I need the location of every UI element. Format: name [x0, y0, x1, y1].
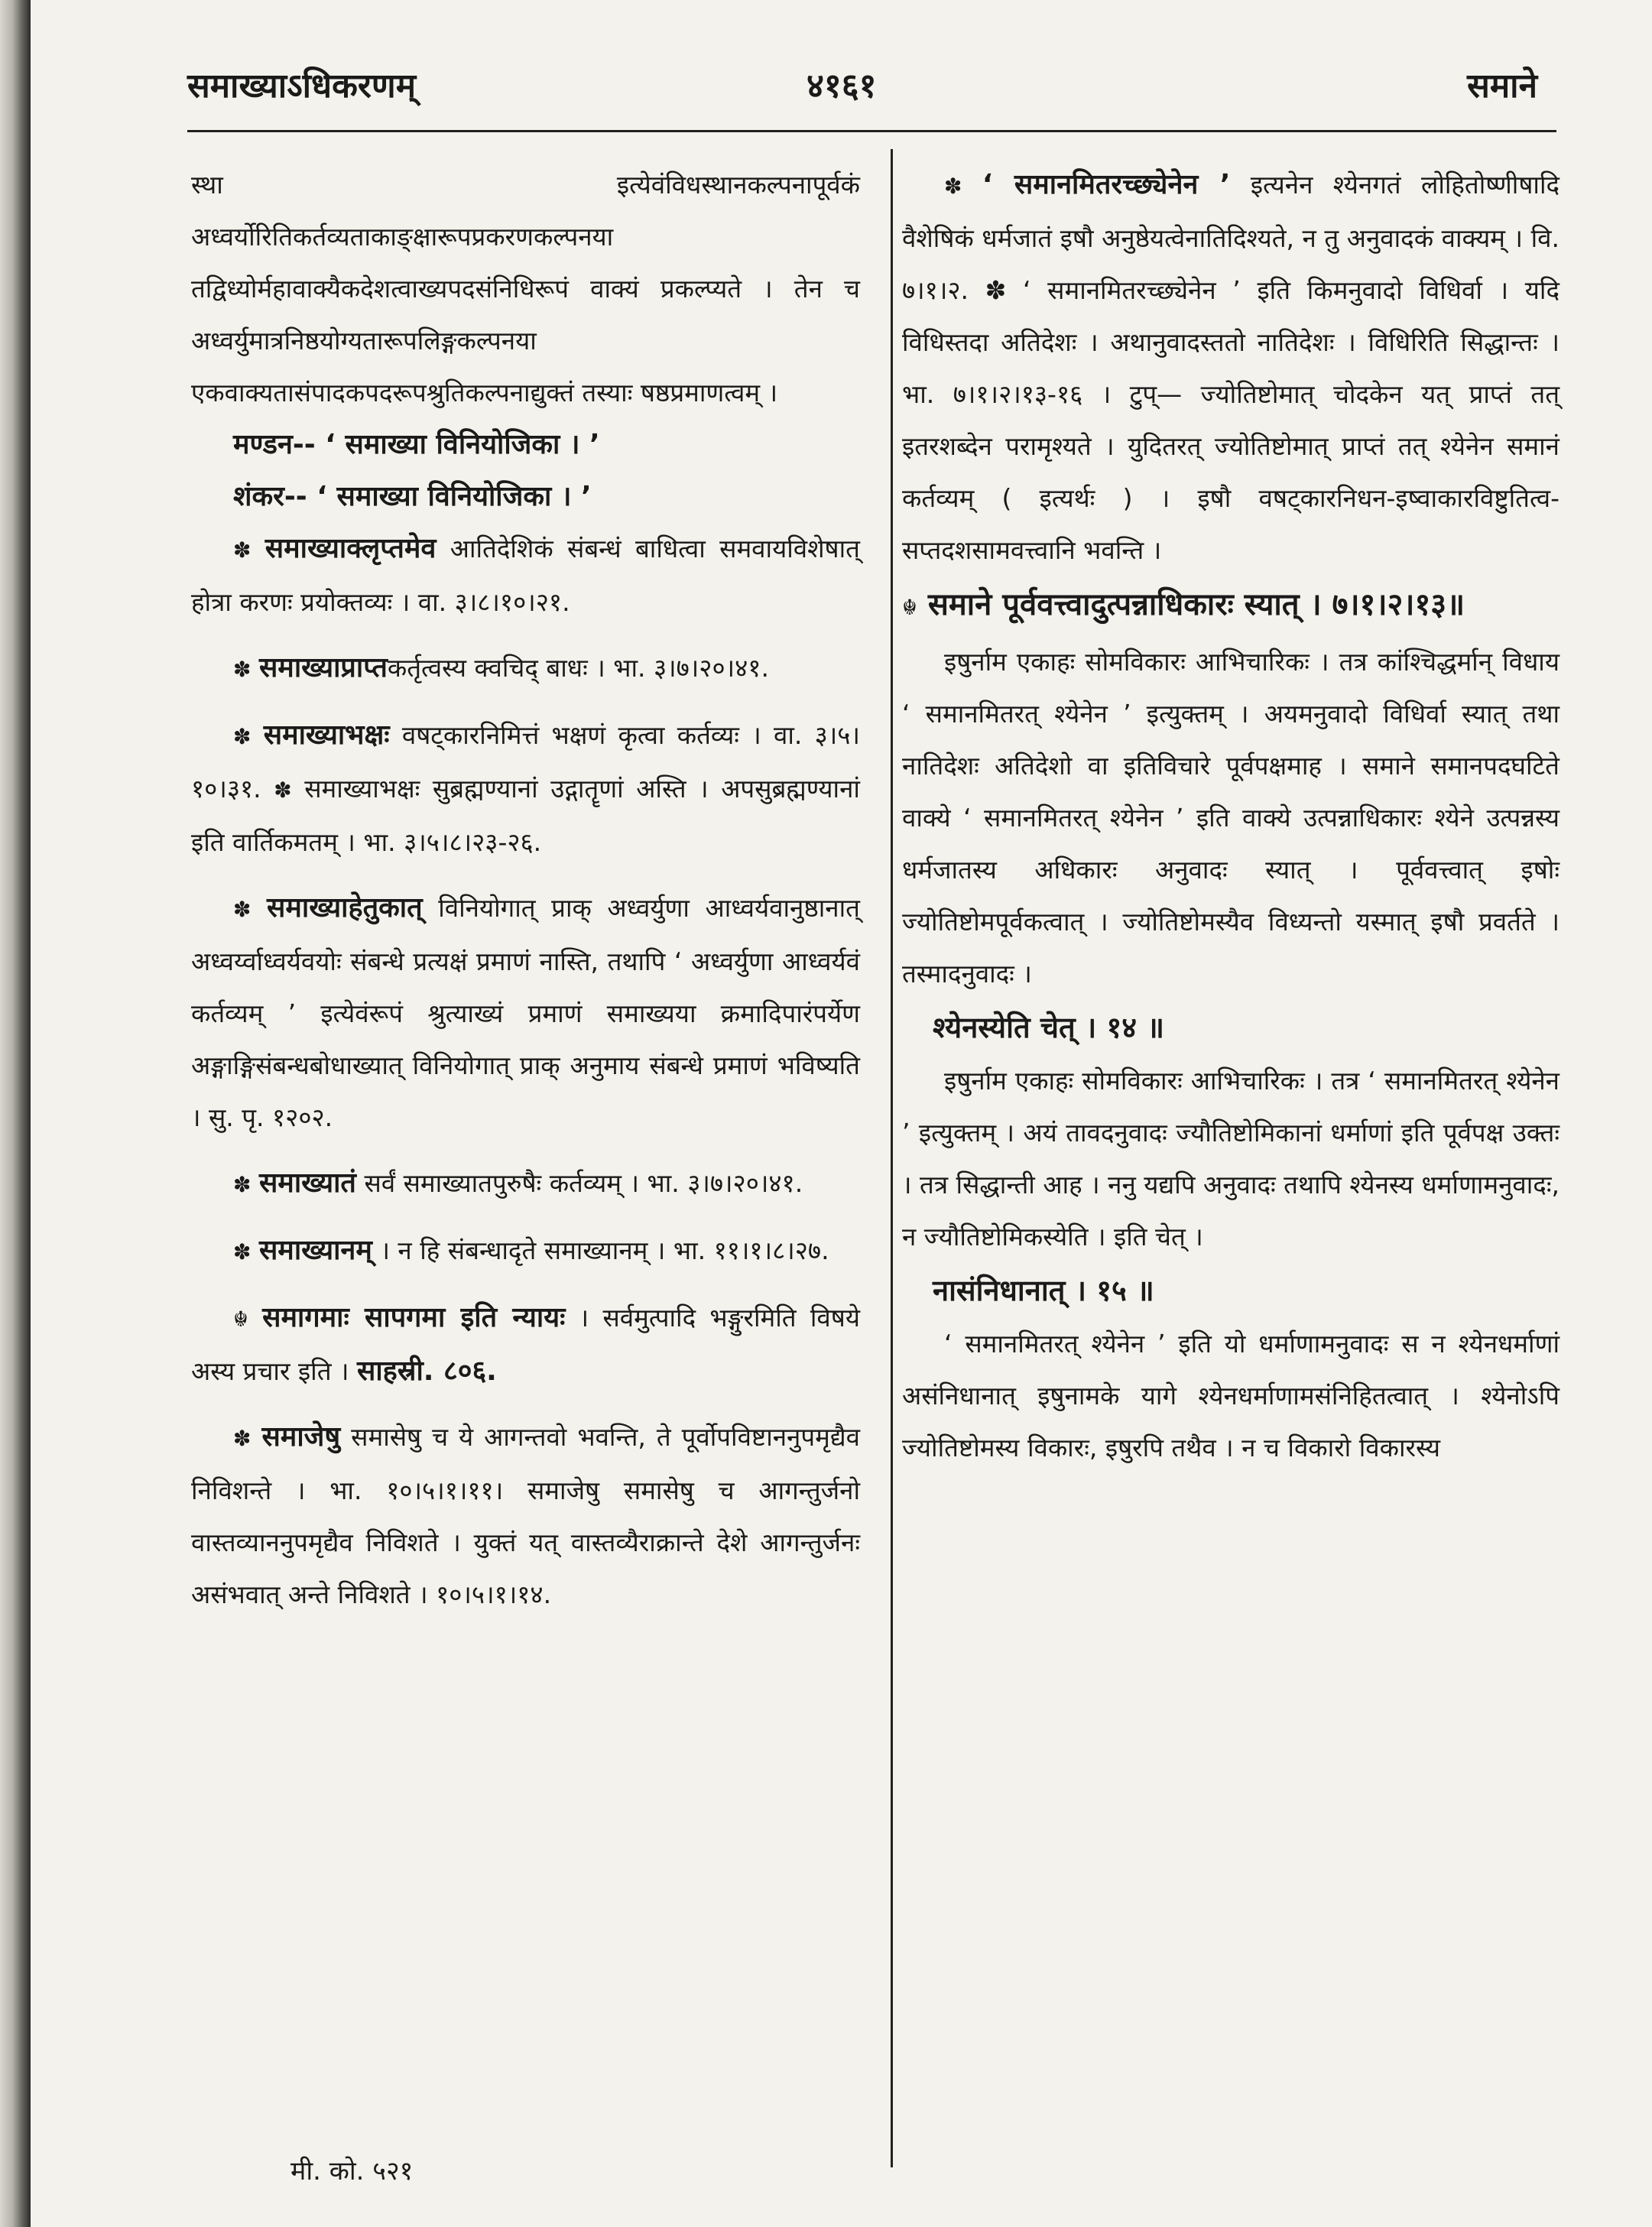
- entry-headword-plain: समाख्याभक्षः: [304, 774, 420, 803]
- sutra-mark-icon: ☬: [902, 595, 917, 620]
- entry-body: इत्यनेन श्येनगतं लोहितोष्णीषादि वैशेषिकं धर्मजातं इषौ अनुष्ठेयत्वेनातिदिश्यते, न तु अनुवादकं वाक्यम् । वि. ७।१।२. ✽ ‘ समानमितरच्छ्येनेन ’ इति किमनुवादो विधिर्वा । यदि विधिस्तदा अतिदेशः । अथानुवादस्ततो नातिदेशः । विधिरिति सिद्धान्तः । भा. ७।१।२।१३-१६ । टुप्— ज्योतिष्टोमात् चोदकेन यत् प्राप्तं तत् इतरशब्देन परामृश्यते । युदितरत् ज्योतिष्टोमात् प्राप्तं तत् श्येनेन समानं कर्तव्यम् ( इत्यर्थः ) । इषौ वषट्कारनिधन-इष्वाकारविष्टुतित्व-सप्तदशसामवत्त्वानि भवन्ति ।: [902, 170, 1560, 565]
- asterisk-icon: ✽: [274, 778, 292, 803]
- left-column: [191, 159, 860, 1621]
- sutra-13: [902, 576, 1560, 636]
- entry-headword: ‘ समानमितरच्छ्येनेन ’: [982, 169, 1231, 200]
- asterisk-icon: ✽: [233, 1426, 252, 1451]
- entry-samakhyanam: [191, 1225, 860, 1278]
- page-footer-signature: मी. को. ५२१: [290, 2156, 414, 2186]
- entry-samakhyatam: [191, 1157, 860, 1211]
- commentary-13: इषुर्नाम एकाहः सोमविकारः आभिचारिकः । तत्र कांश्चिद्धर्मान् विधाय ‘ समानमितरत् श्येनेन ’ इत्युक्तम् । अयमनुवादो विधिर्वा स्यात् तथा नातिदेशः अतिदेशो वा इतिविचारे पूर्वपक्षमाह । समाने समानपदघटिते वाक्ये ‘ समानमितरत् श्येनेन ’ इति वाक्ये उत्पन्नाधिकारः श्येने उत्पन्नस्य धर्मजातस्य अधिकारः अनुवादः स्यात् । पूर्ववत्त्वात् इषोः ज्योतिष्टोमपूर्वकत्वात् । ज्योतिष्टोमस्यैव विध्यन्तो यस्मात् इषौ प्रवर्तते । तस्मादनुवादः ।: [902, 647, 1560, 989]
- asterisk-icon: ✽: [233, 724, 252, 749]
- sutra-text: समाने पूर्ववत्त्वादुत्पन्नाधिकारः स्यात् । ७।१।२।१३॥: [927, 587, 1465, 622]
- entry-headword: समाख्यातं: [258, 1167, 356, 1199]
- entry-body: विनियोगात् प्राक् अध्वर्युणा आध्वर्यवानुष्ठानात् अध्वर्य्वाध्वर्यवयोः संबन्धे प्रत्यक्षं प्रमाणं नास्ति, तथापि ‘ अध्वर्युणा आध्वर्यवं कर्तव्यम् ’ इत्येवंरूपं श्रुत्याख्यं प्रमाणं समाख्यया क्रमादिपारंपर्येण अङ्गाङ्गिसंबन्धबोधाख्यात् विनियोगात् प्राक् अनुमाय संबन्धे प्रमाणं भविष्यति । सु. पृ. १२०२.: [191, 893, 860, 1132]
- entry-headword: समाख्यानम्: [258, 1235, 372, 1266]
- commentary-14: इषुर्नाम एकाहः सोमविकारः आभिचारिकः । तत्र ‘ समानमितरत् श्येनेन ’ इत्युक्तम् । अयं तावदनुवादः ज्यौतिष्टोमिकानां धर्माणां इति पूर्वपक्ष उक्तः । तत्र सिद्धान्ती आह । ननु यद्यपि अनुवादः तथापि श्येनस्य धर्माणामनुवादः, न ज्यौतिष्टोमिकस्येति । इति चेत् ।: [902, 1066, 1560, 1251]
- entry-body: । सर्वमुत्पादि भङ्गुरमिति विषये अस्य प्रचार इति ।: [191, 1303, 860, 1386]
- entry-samakhyahetukat: [191, 882, 860, 1144]
- entry-headword: समागमाः सापगमा इति न्यायः: [262, 1302, 566, 1333]
- sutra-mark-icon: ☬: [233, 1307, 248, 1332]
- column-divider: [891, 149, 893, 2167]
- sutra-14: श्येनस्येति चेत् । १४ ॥: [933, 1011, 1164, 1044]
- asterisk-icon: ✽: [233, 1172, 252, 1197]
- asterisk-icon: ✽: [233, 1239, 252, 1264]
- asterisk-icon: ✽: [944, 174, 962, 199]
- entry-samanamitarat: [902, 159, 1560, 576]
- page-number: ४१६१: [807, 67, 877, 106]
- right-column: [902, 159, 1560, 1474]
- entry-body: वषट्कारनिमित्तं भक्षणं कृत्वा कर्तव्यः । वा. ३।५।१०।३१.: [191, 720, 860, 803]
- commentary-15: ‘ समानमितरत् श्येनेन ’ इति यो धर्माणामनुवादः स न श्येनधर्माणां असंनिधानात् इषुनामके यागे श्येनधर्माणामसंनिहितत्वात् । श्येनोऽपि ज्योतिष्टोमस्य विकारः, इषुरपि तथैव । न च विकारो विकारस्य: [902, 1329, 1560, 1462]
- entry-headword: समाख्याभक्षः: [263, 719, 390, 751]
- shankar-quote: शंकर-- ‘ समाख्या विनियोजिका । ’: [233, 481, 592, 512]
- entry-headword: समाख्याप्राप्त: [258, 652, 388, 683]
- header-right-title: समाने: [1467, 67, 1537, 106]
- header-left-title: समाख्याऽधिकरणम्: [187, 67, 417, 106]
- entry-samakhyabhaksha: [191, 709, 860, 868]
- page-header: [187, 61, 1537, 122]
- asterisk-icon: ✽: [233, 897, 252, 922]
- entry-reference: साहस्री. ८०६.: [357, 1355, 497, 1387]
- entry-samagamah: [191, 1292, 860, 1398]
- entry-headword: समाख्याक्लृप्तमेव: [265, 533, 437, 564]
- sutra-15: नासंनिधानात् । १५ ॥: [933, 1274, 1154, 1307]
- entry-body: सर्वं समाख्यातपुरुषैः कर्तव्यम् । भा. ३।७।२०।४१.: [364, 1168, 803, 1198]
- entry-headword: समाख्याहेतुकात्: [267, 892, 423, 924]
- entry-samakhyaprapta: [191, 642, 860, 696]
- entry-samajeshu: [191, 1411, 860, 1621]
- entry-headword: समाजेषु: [261, 1421, 341, 1453]
- entry-body: समासेषु च ये आगन्तवो भवन्ति, ते पूर्वोपविष्टाननुपमृद्यैव निविशन्ते । भा. १०।५।१।११। समाजेषु समासेषु च आगन्तुर्जनो वास्तव्याननुपमृद्यैव निविशते । युक्तं यत् वास्तव्यैराक्रान्ते देशे आगन्तुर्जनः असंभवात् अन्ते निविशते । १०।५।१।१४.: [191, 1422, 860, 1609]
- asterisk-icon: ✽: [233, 657, 252, 682]
- asterisk-icon: ✽: [233, 537, 252, 563]
- left-paragraph-1: स्था इत्येवंविधस्थानकल्पनापूर्वकं अध्वर्योरितिकर्तव्यताकाङ्क्षारूपप्रकरणकल्पनया तद्विध्योर्महावाक्यैकदेशत्वाख्यपदसंनिधिरूपं वाक्यं प्रकल्प्यते । तेन च अध्वर्युमात्रनिष्ठयोग्यतारूपलिङ्गकल्पनया एकवाक्यतासंपादकपदरूपश्रुतिकल्पनाद्युक्तं तस्याः षष्ठप्रमाणत्वम् ।: [191, 170, 860, 407]
- entry-body: आतिदेशिकं संबन्धं बाधित्वा समवायविशेषात् होत्रा करणः प्रयोक्तव्यः । वा. ३।८।१०।२१.: [191, 534, 860, 617]
- entry-body: सुब्रह्मण्यानां उद्गातॄणां अस्ति । अपसुब्रह्मण्यानां इति वार्तिकमतम् । भा. ३।५।८।२३-२६.: [191, 774, 860, 857]
- binding-edge: [0, 0, 31, 2227]
- header-rule: [187, 130, 1556, 132]
- mandan-quote: मण्डन-- ‘ समाख्या विनियोजिका । ’: [233, 429, 600, 460]
- entry-body: कर्तृत्वस्य क्वचिद् बाधः । भा. ३।७।२०।४१.: [387, 653, 769, 683]
- entry-samakhyaklptameva: [191, 523, 860, 628]
- entry-body: । न हि संबन्धादृते समाख्यानम् । भा. ११।१।८।२७.: [380, 1235, 829, 1265]
